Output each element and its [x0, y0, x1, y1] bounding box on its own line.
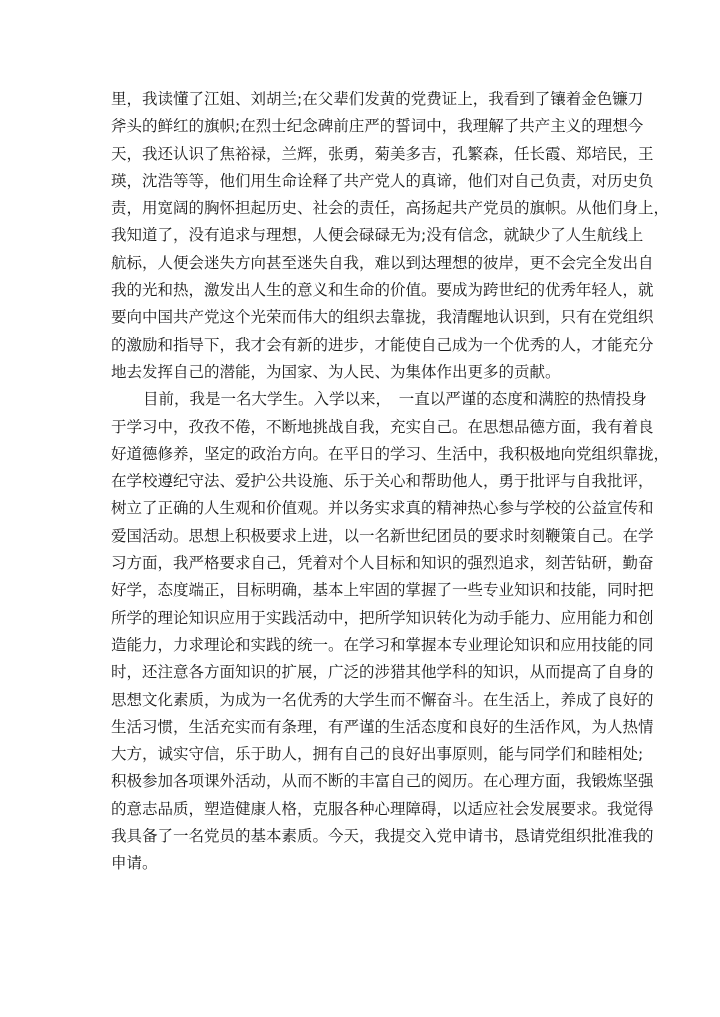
paragraph-line: 我的光和热，激发出人生的意义和生命的价值。要成为跨世纪的优秀年轻人，就 [111, 281, 654, 300]
paragraph-line: 树立了正确的人生观和价值观。并以务实求真的精神热心参与学校的公益宣传和 [111, 499, 654, 518]
document-page [111, 86, 670, 878]
paragraph-line: 里，我读懂了江姐、刘胡兰;在父辈们发黄的党费证上，我看到了镶着金色镰刀 [111, 90, 644, 108]
paragraph-line: 好道德修养，坚定的政治方向。在平日的学习、生活中，我积极地向党组织靠拢， [111, 444, 670, 463]
paragraph-line: 思想文化素质，为成为一名优秀的大学生而不懈奋斗。在生活上，养成了良好的 [111, 690, 654, 709]
paragraph-line: 目前，我是一名大学生。入学以来， 一直以严谨的态度和满腔的热情投身 [143, 390, 647, 409]
paragraph-line: 斧头的鲜红的旗帜;在烈士纪念碑前庄严的誓词中，我理解了共产主义的理想今 [111, 117, 644, 136]
paragraph-1 [111, 86, 670, 386]
paragraph-line: 于学习中，孜孜不倦，不断地挑战自我，充实自己。在思想品德方面，我有着良 [111, 417, 654, 436]
paragraph-line: 我具备了一名党员的基本素质。今天，我提交入党申请书，恳请党组织批准我的 [111, 827, 654, 846]
paragraph-line: 的激励和指导下，我才会有新的进步，才能使自己成为一个优秀的人，才能充分 [111, 335, 654, 354]
paragraph-line: 习方面，我严格要求自己，凭着对个人目标和知识的强烈追求，刻苦钻研，勤奋 [111, 554, 654, 573]
paragraph-line: 地去发挥自己的潜能，为国家、为人民、为集体作出更多的贡献。 [111, 362, 561, 381]
paragraph-line: 天，我还认识了焦裕禄，兰辉，张勇，菊美多吉，孔繁森，任长霞、郑培民，王 [111, 144, 654, 163]
paragraph-line: 瑛，沈浩等等，他们用生命诠释了共产党人的真谛，他们对自己负责，对历史负 [111, 171, 654, 190]
paragraph-line: 好学，态度端正，目标明确，基本上牢固的掌握了一些专业知识和技能，同时把 [111, 581, 654, 600]
paragraph-line: 在学校遵纪守法、爱护公共设施、乐于关心和帮助他人，勇于批评与自我批评， [111, 472, 654, 491]
paragraph-line: 责，用宽阔的胸怀担起历史、社会的责任，高扬起共产党员的旗帜。从他们身上， [111, 199, 670, 218]
paragraph-line: 申请。 [111, 854, 158, 873]
paragraph-line: 我知道了，没有追求与理想，人便会碌碌无为;没有信念，就缺少了人生航线上 [111, 226, 644, 245]
paragraph-line: 爱国活动。思想上积极要求上进，以一名新世纪团员的要求时刻鞭策自己。在学 [111, 526, 654, 545]
paragraph-line: 要向中国共产党这个光荣而伟大的组织去靠拢，我清醒地认识到，只有在党组织 [111, 308, 654, 327]
paragraph-line: 生活习惯，生活充实而有条理，有严谨的生活态度和良好的生活作风，为人热情 [111, 717, 654, 736]
paragraph-line: 航标，人便会迷失方向甚至迷失自我，难以到达理想的彼岸，更不会完全发出自 [111, 253, 654, 272]
paragraph-line: 所学的理论知识应用于实践活动中，把所学知识转化为动手能力、应用能力和创 [111, 608, 654, 627]
paragraph-line: 时，还注意各方面知识的扩展，广泛的涉猎其他学科的知识，从而提高了自身的 [111, 663, 654, 682]
paragraph-line: 造能力，力求理论和实践的统一。在学习和掌握本专业理论知识和应用技能的同 [111, 635, 654, 654]
paragraph-line: 积极参加各项课外活动，从而不断的丰富自己的阅历。在心理方面，我锻炼坚强 [111, 772, 654, 791]
paragraph-line: 的意志品质，塑造健康人格，克服各种心理障碍，以适应社会发展要求。我觉得 [111, 799, 654, 818]
paragraph-line: 大方，诚实守信，乐于助人，拥有自己的良好出事原则，能与同学们和睦相处; [111, 745, 644, 764]
paragraph-2 [111, 386, 670, 877]
